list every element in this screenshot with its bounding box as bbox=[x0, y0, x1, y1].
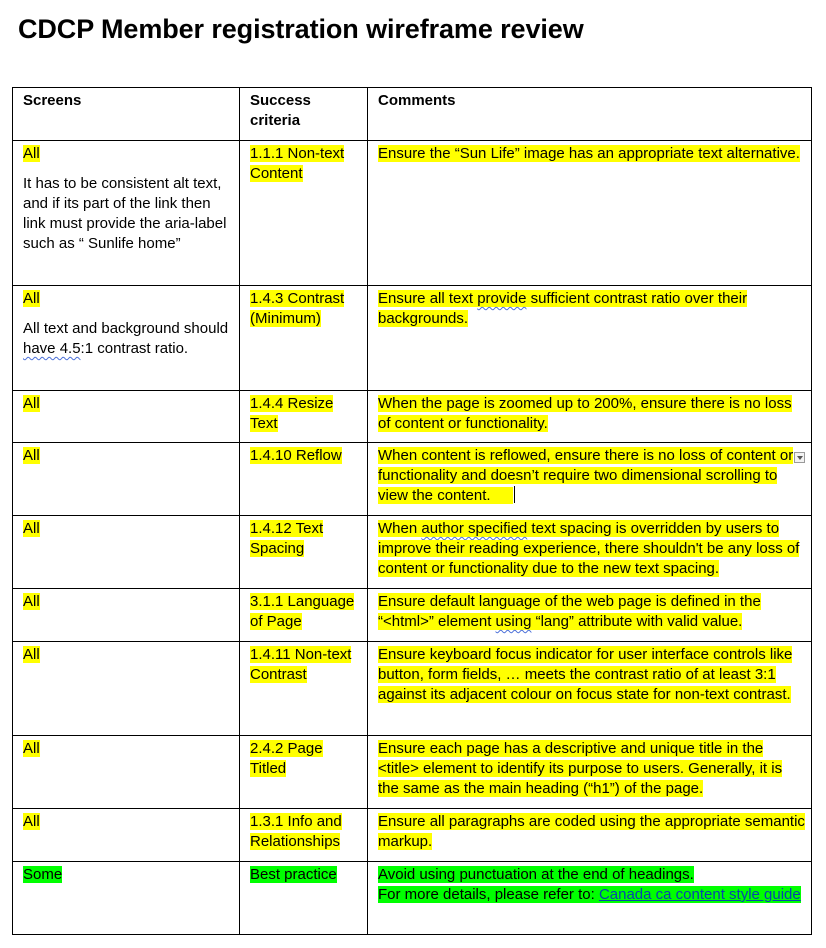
spellcheck-word: author specified bbox=[421, 520, 528, 537]
criteria-cell bbox=[240, 141, 368, 286]
screens-value: All bbox=[23, 395, 40, 412]
screens-note: It has to be consistent alt text, and if its part of the link then link must provide the aria-label such as “ Sunlife home” bbox=[23, 175, 227, 252]
column-header-comments: Comments bbox=[368, 88, 812, 141]
screens-cell bbox=[13, 391, 240, 443]
table-row bbox=[13, 642, 812, 736]
comment-text bbox=[378, 520, 799, 577]
table-row bbox=[13, 516, 812, 589]
screens-value: All bbox=[23, 593, 40, 610]
screens-cell bbox=[13, 642, 240, 736]
table-row bbox=[13, 391, 812, 443]
review-table bbox=[12, 87, 812, 935]
content-style-guide-link[interactable]: Canada ca content style guide bbox=[598, 886, 801, 903]
comment-text bbox=[378, 447, 793, 504]
table-row bbox=[13, 862, 812, 935]
criteria-value: 2.4.2 Page Titled bbox=[250, 740, 323, 777]
screens-value: All bbox=[23, 290, 40, 307]
criteria-cell bbox=[240, 809, 368, 862]
table-row bbox=[13, 443, 812, 516]
criteria-cell bbox=[240, 391, 368, 443]
screens-note bbox=[23, 319, 233, 359]
comment-text: Ensure keyboard focus indicator for user interface controls like button, form fields, … meets the contrast ratio of at least 3:1 against its adjacent colour on focus state for non-text contrast. bbox=[378, 646, 793, 703]
column-header-criteria: Success criteria bbox=[240, 88, 368, 141]
screens-cell bbox=[13, 589, 240, 642]
chevron-down-icon[interactable] bbox=[794, 452, 805, 463]
table-row bbox=[13, 736, 812, 809]
criteria-value: 1.3.1 Info and Relationships bbox=[250, 813, 342, 850]
criteria-value: 1.1.1 Non-text Content bbox=[250, 145, 345, 182]
comment-part: When content is reflowed, ensure there is no loss of content or functionality and doesn’t require two dimensional scrolling to view the content. bbox=[378, 447, 794, 504]
comments-cell bbox=[368, 516, 812, 589]
screens-cell bbox=[13, 862, 240, 935]
screens-cell bbox=[13, 809, 240, 862]
comment-text: Avoid using punctuation at the end of headings. bbox=[378, 866, 694, 883]
criteria-cell bbox=[240, 516, 368, 589]
comment-part: sufficient contrast ratio over their backgrounds. bbox=[378, 290, 748, 327]
criteria-cell bbox=[240, 286, 368, 391]
screens-value: All bbox=[23, 646, 40, 663]
comment-part: Ensure all text bbox=[378, 290, 478, 307]
comment-text bbox=[378, 593, 761, 630]
criteria-cell bbox=[240, 642, 368, 736]
table-row bbox=[13, 809, 812, 862]
spellcheck-word: provide bbox=[477, 290, 527, 307]
screens-note-part: All text and background should bbox=[23, 320, 229, 337]
criteria-value: 1.4.11 Non-text Contrast bbox=[250, 646, 352, 683]
comment-part: For more details, please refer to: bbox=[378, 886, 599, 903]
criteria-value: Best practice bbox=[250, 866, 337, 883]
criteria-cell bbox=[240, 589, 368, 642]
screens-value: All bbox=[23, 520, 40, 537]
criteria-cell bbox=[240, 736, 368, 809]
criteria-cell bbox=[240, 443, 368, 516]
comment-part: When bbox=[378, 520, 422, 537]
spellcheck-word: have 4.5 bbox=[23, 340, 81, 357]
comments-cell bbox=[368, 809, 812, 862]
table-header-row bbox=[13, 88, 812, 141]
screens-value: All bbox=[23, 447, 40, 464]
comment-part: text spacing is overridden by users to improve their reading experience, there shouldn't be any loss of content or functionality due to the new text spacing. bbox=[378, 520, 800, 577]
comment-text bbox=[378, 290, 747, 327]
table-row bbox=[13, 286, 812, 391]
criteria-value: 1.4.12 Text Spacing bbox=[250, 520, 324, 557]
criteria-value: 1.4.3 Contrast (Minimum) bbox=[250, 290, 345, 327]
screens-cell bbox=[13, 443, 240, 516]
screens-note-part: :1 contrast ratio. bbox=[80, 340, 189, 357]
comment-text: Ensure the “Sun Life” image has an appropriate text alternative. bbox=[378, 145, 800, 162]
comment-part: Ensure default language of the web page is defined in the “<html>” element bbox=[378, 593, 761, 630]
screens-value: All bbox=[23, 740, 40, 757]
screens-value: All bbox=[23, 813, 40, 830]
page-title: CDCP Member registration wireframe review bbox=[18, 14, 584, 44]
comments-cell bbox=[368, 589, 812, 642]
comments-cell bbox=[368, 736, 812, 809]
table-row bbox=[13, 589, 812, 642]
spellcheck-word: using bbox=[495, 613, 532, 630]
criteria-value: 3.1.1 Language of Page bbox=[250, 593, 355, 630]
comment-more-text bbox=[378, 886, 801, 903]
comments-cell bbox=[368, 286, 812, 391]
column-header-screens: Screens bbox=[13, 88, 240, 141]
criteria-cell bbox=[240, 862, 368, 935]
comments-cell bbox=[368, 862, 812, 935]
comments-cell bbox=[368, 443, 812, 516]
comments-cell bbox=[368, 141, 812, 286]
screens-cell bbox=[13, 286, 240, 391]
comment-part: “lang” attribute with valid value. bbox=[531, 613, 743, 630]
screens-cell bbox=[13, 736, 240, 809]
screens-value: Some bbox=[23, 866, 63, 883]
table-row bbox=[13, 141, 812, 286]
screens-value: All bbox=[23, 145, 40, 162]
comment-text: Ensure all paragraphs are coded using the appropriate semantic markup. bbox=[378, 813, 805, 850]
criteria-value: 1.4.4 Resize Text bbox=[250, 395, 334, 432]
screens-cell bbox=[13, 141, 240, 286]
comments-cell bbox=[368, 642, 812, 736]
comment-text: When the page is zoomed up to 200%, ensure there is no loss of content or functionality. bbox=[378, 395, 792, 432]
criteria-value: 1.4.10 Reflow bbox=[250, 447, 342, 464]
comment-text: Ensure each page has a descriptive and unique title in the <title> element to identify its purpose to users. Generally, it is the same as the main heading (“h1”) of the page. bbox=[378, 740, 783, 797]
text-cursor bbox=[514, 486, 516, 503]
screens-cell bbox=[13, 516, 240, 589]
comments-cell bbox=[368, 391, 812, 443]
